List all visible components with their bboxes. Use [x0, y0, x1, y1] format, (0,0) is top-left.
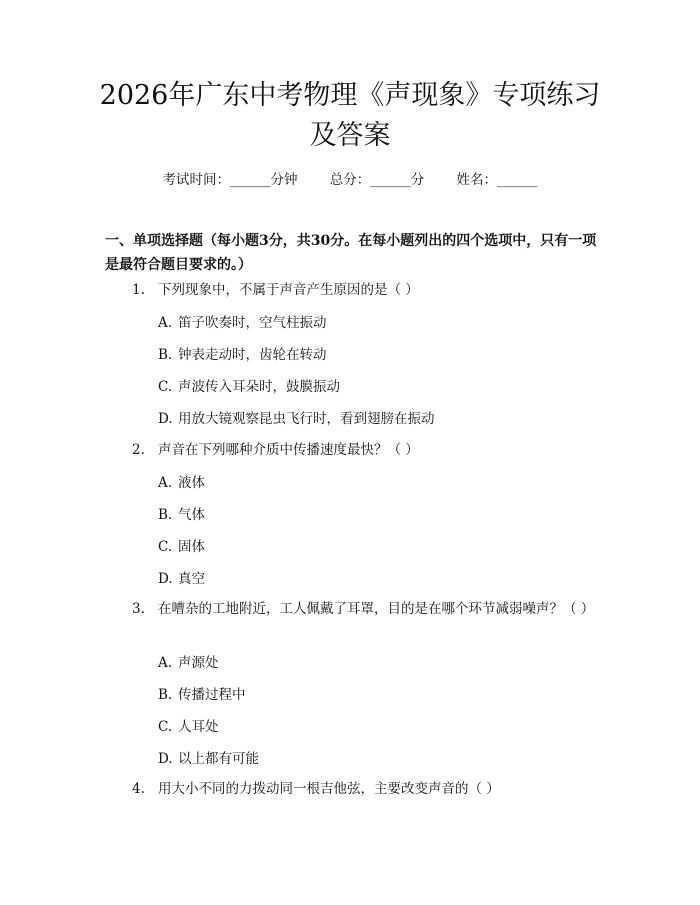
- option-3d: [158, 749, 259, 769]
- question-text: 用大小不同的力拨动同一根吉他弦，主要改变声音的（ ）: [158, 781, 500, 797]
- question-number: 3.: [132, 601, 145, 617]
- option-text: 用放大镜观察昆虫飞行时，看到翅膀在振动: [178, 411, 435, 427]
- option-3c: [158, 717, 219, 737]
- section-heading: 一、单项选择题（每小题3分，共30分。在每小题列出的四个选项中，只有一项是最符合题目要求的。）: [105, 233, 597, 273]
- option-2c: [158, 537, 205, 557]
- option-1d: [158, 409, 435, 429]
- question-text: 声音在下列哪种介质中传播速度最快？（ ）: [158, 442, 419, 458]
- option-2b: [158, 505, 205, 525]
- option-letter: D.: [158, 571, 173, 587]
- question-number: 4.: [132, 781, 145, 797]
- question-text: 下列现象中，不属于声音产生原因的是（ ）: [158, 282, 419, 298]
- question-1: [105, 279, 605, 301]
- option-letter: B.: [158, 687, 173, 703]
- option-text: 液体: [178, 475, 205, 491]
- option-3a: [158, 653, 219, 673]
- exam-info-line: [0, 168, 700, 188]
- option-text: 钟表走动时，齿轮在转动: [178, 347, 327, 363]
- exam-time-field: 考试时间：______分钟: [162, 172, 298, 188]
- option-3b: [158, 685, 246, 705]
- option-letter: A.: [158, 475, 173, 491]
- option-text: 笛子吹奏时，空气柱振动: [178, 315, 327, 331]
- question-3: [105, 598, 605, 620]
- option-text: 人耳处: [178, 719, 219, 735]
- option-text: 声源处: [178, 655, 219, 671]
- option-letter: C.: [158, 719, 173, 735]
- option-letter: B.: [158, 347, 173, 363]
- option-text: 传播过程中: [178, 687, 246, 703]
- option-text: 固体: [178, 539, 205, 555]
- option-letter: A.: [158, 655, 173, 671]
- option-1a: [158, 313, 327, 333]
- option-letter: C.: [158, 539, 173, 555]
- option-text: 真空: [178, 571, 205, 587]
- page-title: 2026年广东中考物理《声现象》专项练习及答案: [99, 80, 601, 151]
- question-text: 在嘈杂的工地附近，工人佩戴了耳罩，目的是在哪个环节减弱噪声？（ ）: [158, 601, 595, 617]
- option-2a: [158, 473, 205, 493]
- option-letter: C.: [158, 379, 173, 395]
- option-text: 以上都有可能: [178, 751, 259, 767]
- option-letter: D.: [158, 411, 173, 427]
- option-letter: D.: [158, 751, 173, 767]
- student-name-field: 姓名：______: [456, 172, 538, 188]
- question-number: 1.: [132, 282, 145, 298]
- question-4: [105, 778, 605, 800]
- option-text: 气体: [178, 507, 205, 523]
- total-score-field: 总分：______分: [329, 172, 425, 188]
- question-2: [105, 439, 605, 461]
- option-text: 声波传入耳朵时，鼓膜振动: [178, 379, 340, 395]
- option-letter: B.: [158, 507, 173, 523]
- question-number: 2.: [132, 442, 145, 458]
- option-letter: A.: [158, 315, 173, 331]
- option-1c: [158, 377, 340, 397]
- option-1b: [158, 345, 327, 365]
- option-2d: [158, 569, 205, 589]
